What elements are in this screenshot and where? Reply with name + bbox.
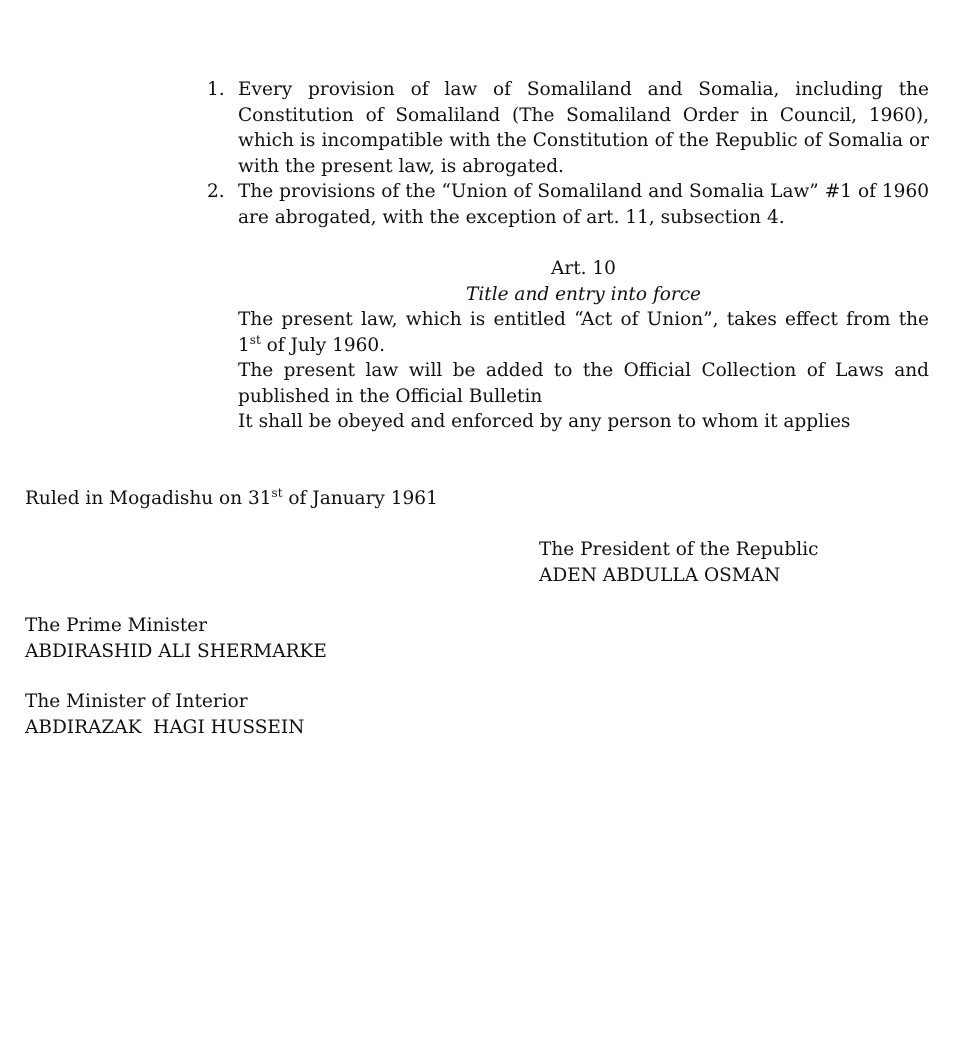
list-item-number: 1. (207, 79, 225, 100)
ordinal-suffix: st (249, 332, 261, 347)
abrogation-list (201, 77, 929, 230)
signature-prime-minister (25, 613, 327, 664)
ruled-text: of January 1961 (282, 488, 438, 509)
signature-title: The Prime Minister (25, 615, 208, 636)
ruled-date-line (25, 486, 438, 512)
ruled-text: Ruled in Mogadishu on 31 (25, 488, 272, 509)
list-item-text: Every provision of law of Somaliland and Somalia, including the Constitution of Somaliland (The Somaliland Order in Council, 1960), which is incompatible with the Constitution of the Republic of Somalia or with the present law, is abrogated. (238, 79, 929, 177)
ordinal-suffix: st (271, 485, 283, 500)
list-item (201, 179, 929, 230)
signature-title: The President of the Republic (539, 539, 819, 560)
signature-president (539, 537, 818, 588)
signature-name: ADEN ABDULLA OSMAN (539, 564, 781, 586)
paragraph-text: of July 1960. (260, 334, 386, 356)
article-subheading: Title and entry into force (466, 283, 701, 305)
article-heading: Art. 10 (551, 258, 616, 279)
signature-name: ABDIRASHID ALI SHERMARKE (25, 640, 327, 662)
signature-title: The Minister of Interior (25, 691, 248, 712)
article-paragraph-enforcement: It shall be obeyed and enforced by any person to whom it applies (238, 411, 851, 432)
list-item-number: 2. (207, 181, 225, 202)
list-item-text: The provisions of the “Union of Somaliland and Somalia Law” #1 of 1960 are abrogated, with the exception of art. 11, subsection 4. (238, 181, 929, 228)
signature-minister-interior (25, 689, 304, 740)
article-10 (238, 256, 929, 435)
signature-name: ABDIRAZAK HAGI HUSSEIN (25, 716, 305, 738)
article-paragraph-entry-into-force (238, 307, 929, 358)
article-paragraph-publication: The present law will be added to the Official Collection of Laws and published in the Official Bulletin (238, 360, 929, 407)
list-item (201, 77, 929, 179)
paragraph-text: The present law, which is entitled “Act of Union”, takes effect from the 1 (238, 309, 929, 356)
